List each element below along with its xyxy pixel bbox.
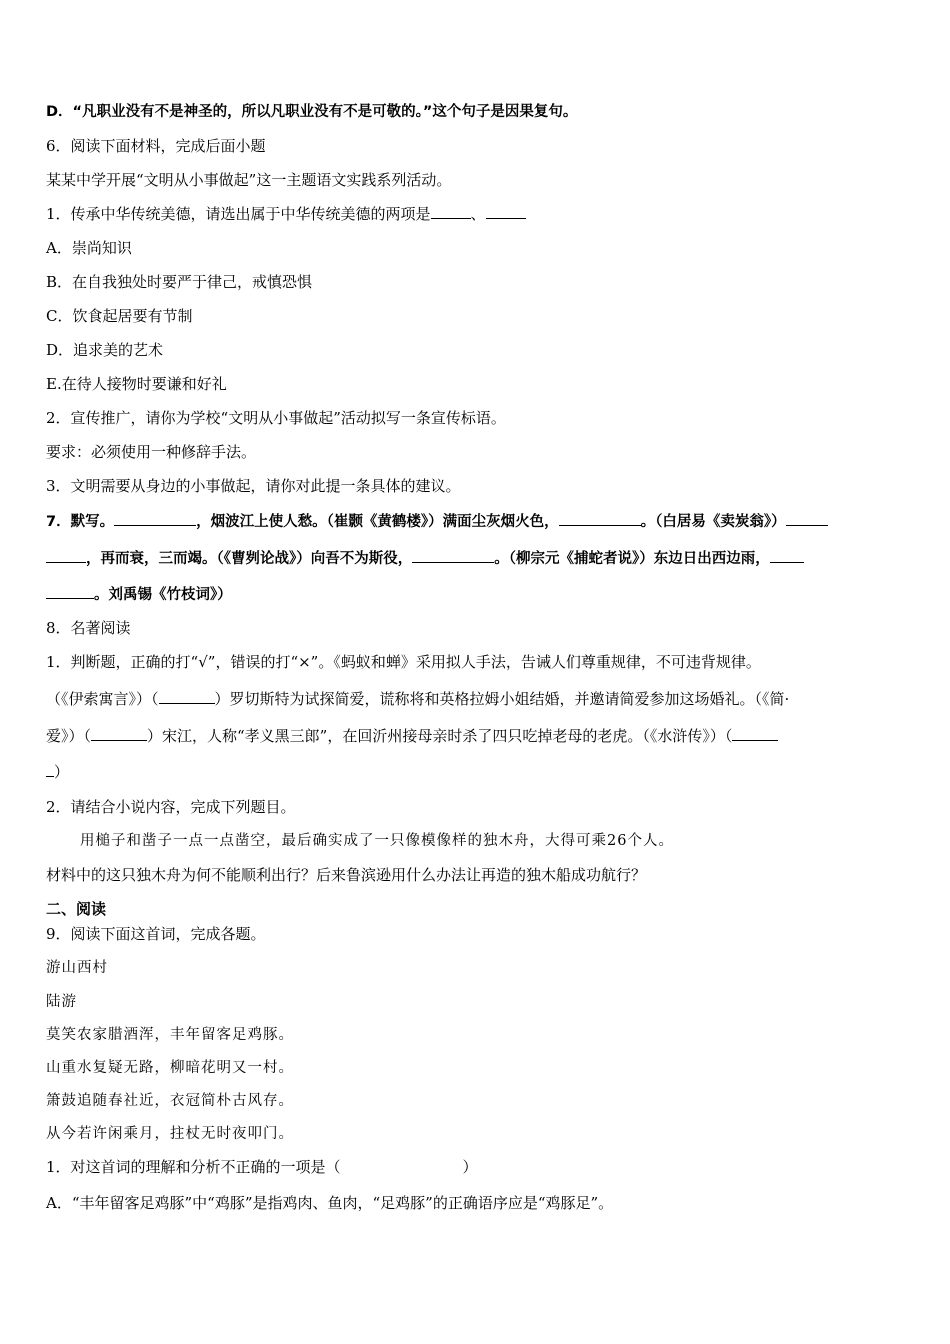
q6-sub2-requirement: 要求：必须使用一种修辞手法。 <box>46 443 257 461</box>
q9-option-a: A．“丰年留客足鸡豚”中“鸡豚”是指鸡肉、鱼肉，“足鸡豚”的正确语序应是“鸡豚足”。 <box>46 1194 614 1212</box>
q6-option-b: B．在自我独处时要严于律己，戒慎恐惧 <box>46 273 313 291</box>
answer-blank[interactable] <box>91 726 147 741</box>
q7-line1 <box>46 511 828 532</box>
q7-line2 <box>46 548 804 569</box>
answer-blank[interactable] <box>46 584 94 599</box>
q6-option-d: D．追求美的艺术 <box>46 341 164 359</box>
answer-blank[interactable] <box>559 511 641 526</box>
q6-option-e: E.在待人接物时要谦和好礼 <box>46 375 227 393</box>
poem-line: 山重水复疑无路，柳暗花明又一村。 <box>46 1060 294 1076</box>
q7-text: 。刘禹锡《竹枝词》） <box>94 587 232 603</box>
q6-intro: 某某中学开展“文明从小事做起”这一主题语文实践系列活动。 <box>46 171 452 189</box>
poem-line: 箫鼓追随春社近，衣冠简朴古风存。 <box>46 1093 294 1109</box>
answer-blank[interactable] <box>46 548 86 563</box>
answer-blank[interactable] <box>486 204 526 219</box>
q8-text: 爱》）（ <box>46 727 92 745</box>
q8-text: ）罗切斯特为试探简爱，谎称将和英格拉姆小姐结婚，并邀请简爱参加这场婚礼。（《简· <box>214 690 790 708</box>
answer-blank[interactable] <box>770 548 804 563</box>
q7-text: 7．默写。 <box>46 514 115 530</box>
q7-text: 。（柳宗元《捕蛇者说》）东边日出西边雨， <box>494 551 770 567</box>
q6-option-a: A．崇尚知识 <box>46 239 132 257</box>
q6-sub3: 3．文明需要从身边的小事做起，请你对此提一条具体的建议。 <box>46 477 461 495</box>
poem-author: 陆游 <box>46 994 77 1010</box>
q7-line3 <box>46 584 232 605</box>
q5-option-d: D．“凡职业没有不是神圣的，所以凡职业没有不是可敬的。”这个句子是因果复句。 <box>46 104 578 120</box>
q8-title: 8．名著阅读 <box>46 619 131 637</box>
q6-sub2-stem: 2．宣传推广，请你为学校“文明从小事做起”活动拟写一条宣传标语。 <box>46 409 506 427</box>
q8-judge-line2 <box>46 689 789 709</box>
answer-blank[interactable] <box>786 511 828 526</box>
q6-sub1-stem-text: 1．传承中华传统美德，请选出属于中华传统美德的两项是 <box>46 205 431 223</box>
q7-text: 。（白居易《卖炭翁》） <box>640 514 786 530</box>
q6-option-c: C．饮食起居要有节制 <box>46 307 193 325</box>
q9-text: ） <box>462 1158 478 1176</box>
q9-sub1-stem <box>46 1157 478 1177</box>
answer-blank[interactable] <box>732 726 778 741</box>
section-heading: 二、阅读 <box>46 900 107 918</box>
poem-line: 从今若许闲乘月，拄杖无时夜叩门。 <box>46 1126 294 1142</box>
answer-blank[interactable] <box>431 204 471 219</box>
q8-material: 用槌子和凿子一点一点凿空，最后确实成了一只像模像样的独木舟，大得可乘26个人。 <box>80 833 674 849</box>
separator: 、 <box>470 205 486 223</box>
q9-title: 9．阅读下面这首词，完成各题。 <box>46 925 266 943</box>
q8-judge-line4 <box>46 762 69 782</box>
poem-line: 莫笑农家腊酒浑，丰年留客足鸡豚。 <box>46 1027 294 1043</box>
q8-sub2-stem: 2．请结合小说内容，完成下列题目。 <box>46 798 296 816</box>
q8-text: ）宋江，人称“孝义黑三郎”，在回沂州接母亲时杀了四只吃掉老母的老虎。（《水浒传》）（ <box>147 727 733 745</box>
q9-text: 1．对这首词的理解和分析不正确的一项是（ <box>46 1158 341 1176</box>
answer-blank[interactable] <box>159 689 215 704</box>
q8-text: （《伊索寓言》）（ <box>46 690 159 708</box>
q8-question: 材料中的这只独木舟为何不能顺利出行？后来鲁滨逊用什么办法让再造的独木船成功航行？ <box>46 866 647 884</box>
q6-title: 6．阅读下面材料，完成后面小题 <box>46 137 266 155</box>
q8-text: ） <box>54 763 70 781</box>
q7-text: ，再而衰，三而竭。（《曹刿论战》）向吾不为斯役， <box>86 551 413 567</box>
q8-judge-line1: 1．判断题，正确的打“√”，错误的打“×”。《蚂蚁和蝉》采用拟人手法，告诫人们尊重规律，不可违背规律。 <box>46 653 761 671</box>
answer-blank[interactable] <box>114 511 196 526</box>
poem-title: 游山西村 <box>46 960 108 976</box>
answer-blank[interactable] <box>46 762 54 777</box>
q6-sub1-stem <box>46 204 526 224</box>
answer-blank[interactable] <box>412 548 494 563</box>
q7-text: ，烟波江上使人愁。（崔颢《黄鹤楼》）满面尘灰烟火色， <box>196 514 559 530</box>
q8-judge-line3 <box>46 726 778 746</box>
